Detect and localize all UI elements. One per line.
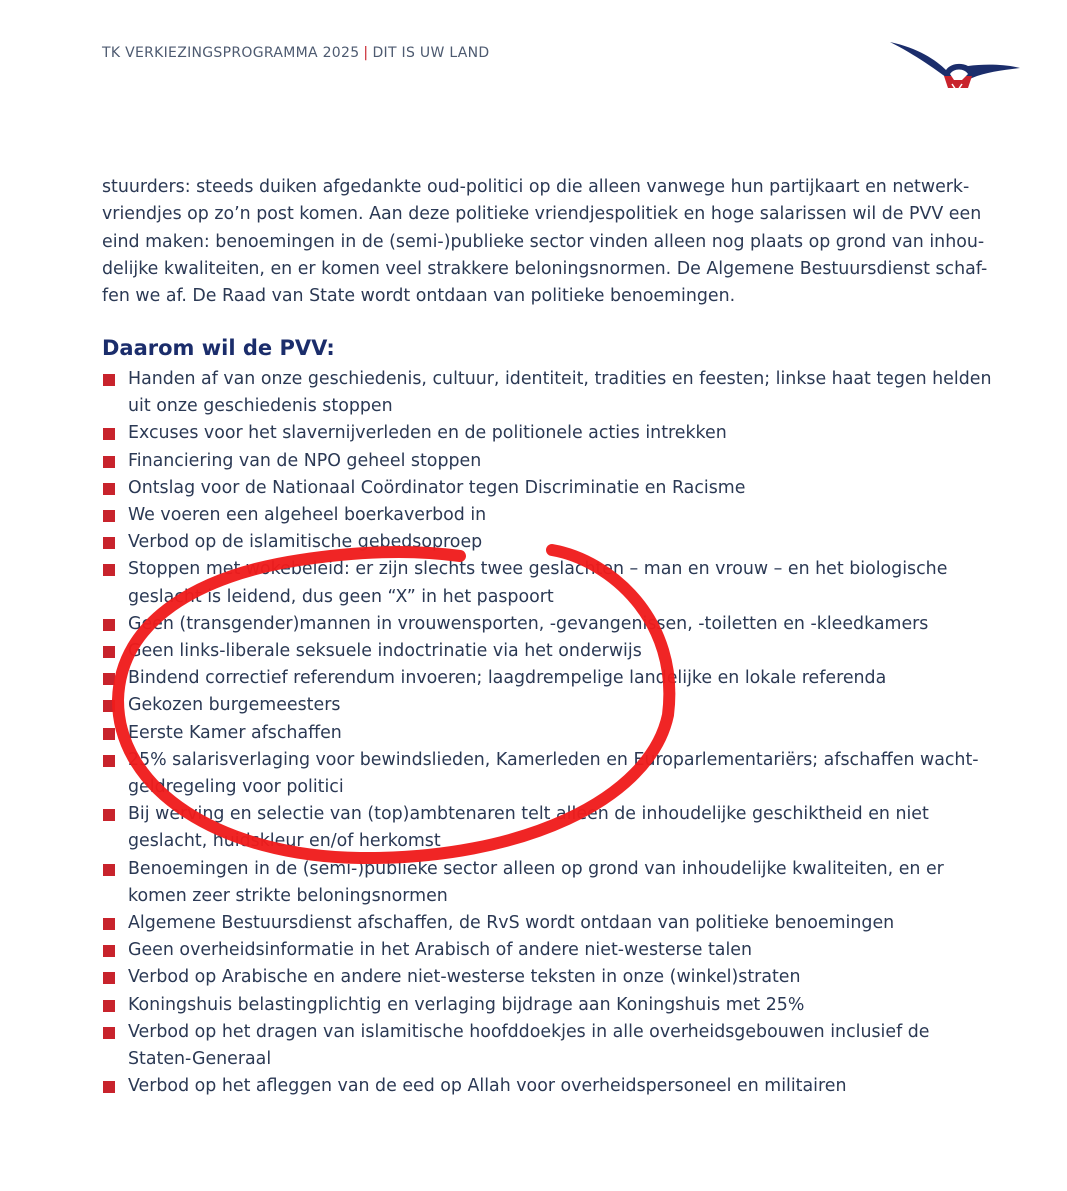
list-item-text: Verbod op Arabische en andere niet-westerse teksten in onze (winkel)straten — [128, 967, 801, 988]
list-item-text: Ontslag voor de Nationaal Coördinator tegen Discriminatie en Racisme — [128, 477, 746, 498]
intro-line: stuurders: steeds duiken afgedankte oud-politici op die alleen vanwege hun partijkaart en netwerk- — [102, 177, 970, 197]
list-item — [102, 801, 992, 855]
list-item — [102, 1073, 992, 1100]
list-item-text: komen zeer strikte beloningsnormen — [128, 885, 448, 906]
list-item — [102, 937, 992, 964]
list-item — [102, 692, 992, 719]
red-square-bullet-icon — [103, 700, 115, 712]
list-item-text: Excuses voor het slavernijverleden en de politionele acties intrekken — [128, 423, 727, 444]
list-item — [102, 611, 992, 638]
list-item — [102, 992, 992, 1019]
list-item — [102, 1019, 992, 1073]
red-square-bullet-icon — [103, 918, 115, 930]
intro-paragraph — [102, 174, 988, 310]
red-square-bullet-icon — [103, 537, 115, 549]
list-item-text: geslacht is leidend, dus geen “X” in het paspoort — [128, 586, 554, 607]
list-item-text: Bindend correctief referendum invoeren; laagdrempelige landelijke en lokale referenda — [128, 668, 887, 689]
red-square-bullet-icon — [103, 972, 115, 984]
list-item — [102, 475, 992, 502]
red-square-bullet-icon — [103, 428, 115, 440]
list-item-text: Financiering van de NPO geheel stoppen — [128, 450, 482, 471]
list-item-text: Verbod op het dragen van islamitische hoofddoekjes in alle overheidsgebouwen inclusief de — [128, 1021, 930, 1042]
red-square-bullet-icon — [103, 456, 115, 468]
seagull-logo-icon — [888, 38, 1022, 94]
red-square-bullet-icon — [103, 673, 115, 685]
list-item-text: Gekozen burgemeesters — [128, 695, 341, 716]
list-item-text: 25% salarisverlaging voor bewindslieden, Kamerleden en Europarlementariërs; afschaffen wacht- — [128, 749, 979, 770]
red-square-bullet-icon — [103, 564, 115, 576]
red-square-bullet-icon — [103, 1081, 115, 1093]
red-square-bullet-icon — [103, 1000, 115, 1012]
list-item-text: uit onze geschiedenis stoppen — [128, 396, 393, 417]
list-item-text: Bij werving en selectie van (top)ambtenaren telt alleen de inhoudelijke geschiktheid en niet — [128, 804, 929, 825]
list-item — [102, 856, 992, 910]
list-item — [102, 448, 992, 475]
list-item-text: Staten-Generaal — [128, 1049, 272, 1070]
red-square-bullet-icon — [103, 728, 115, 740]
list-item-text: Geen (transgender)mannen in vrouwensporten, -gevangenissen, -toiletten en -kleedkamers — [128, 613, 929, 634]
list-item-text: Handen af van onze geschiedenis, cultuur, identiteit, tradities en feesten; linkse haat tegen helden — [128, 369, 992, 389]
list-item — [102, 910, 992, 937]
list-item-text: Algemene Bestuursdienst afschaffen, de RvS wordt ontdaan van politieke benoemingen — [128, 913, 895, 934]
intro-line: vriendjes op zo’n post komen. Aan deze politieke vriendjespolitiek en hoge salarissen wil de PVV een — [102, 204, 982, 225]
red-square-bullet-icon — [103, 510, 115, 522]
list-item — [102, 964, 992, 991]
red-square-bullet-icon — [103, 374, 115, 386]
header-subtitle: DIT IS UW LAND — [372, 45, 490, 61]
demands-list — [102, 366, 992, 1100]
list-item — [102, 665, 992, 692]
header-separator: | — [363, 45, 369, 61]
list-item — [102, 556, 992, 610]
intro-line: fen we af. De Raad van State wordt ontdaan van politieke benoemingen. — [102, 286, 736, 307]
list-item-text: Geen links-liberale seksuele indoctrinatie via het onderwijs — [128, 641, 642, 662]
red-square-bullet-icon — [103, 945, 115, 957]
list-item — [102, 502, 992, 529]
red-square-bullet-icon — [103, 646, 115, 658]
intro-line: delijke kwaliteiten, en er komen veel strakkere beloningsnormen. De Algemene Bestuursdienst schaf- — [102, 258, 988, 279]
list-item — [102, 720, 992, 747]
red-square-bullet-icon — [103, 619, 115, 631]
list-item-text: geslacht, huidskleur en/of herkomst — [128, 831, 441, 852]
section-heading: Daarom wil de PVV: — [102, 336, 335, 360]
list-item-text: Koningshuis belastingplichtig en verlaging bijdrage aan Koningshuis met 25% — [128, 994, 805, 1015]
list-item-text: We voeren een algeheel boerkaverbod in — [128, 505, 487, 526]
list-item-text: Verbod op de islamitische gebedsoproep — [128, 532, 483, 553]
red-square-bullet-icon — [103, 483, 115, 495]
page-header — [102, 45, 490, 61]
list-item-text: Benoemingen in de (semi-)publieke sector alleen op grond van inhoudelijke kwaliteiten, en er — [128, 858, 944, 879]
list-item-text: Geen overheidsinformatie in het Arabisch of andere niet-westerse talen — [128, 940, 752, 961]
list-item — [102, 638, 992, 665]
header-program-title: TK VERKIEZINGSPROGRAMMA 2025 — [102, 45, 360, 61]
red-square-bullet-icon — [103, 1027, 115, 1039]
list-item — [102, 529, 992, 556]
list-item — [102, 366, 992, 420]
list-item-text: Stoppen met wokebeleid: er zijn slechts twee geslachten – man en vrouw – en het biologische — [128, 559, 948, 580]
red-square-bullet-icon — [103, 755, 115, 767]
list-item — [102, 747, 992, 801]
list-item-text: Eerste Kamer afschaffen — [128, 722, 342, 743]
list-item-text: Verbod op het afleggen van de eed op Allah voor overheidspersoneel en militairen — [128, 1076, 847, 1097]
red-square-bullet-icon — [103, 864, 115, 876]
red-square-bullet-icon — [103, 809, 115, 821]
intro-line: eind maken: benoemingen in de (semi-)publieke sector vinden alleen nog plaats op grond van inhou- — [102, 231, 985, 252]
list-item-text: geldregeling voor politici — [128, 777, 344, 798]
list-item — [102, 420, 992, 447]
